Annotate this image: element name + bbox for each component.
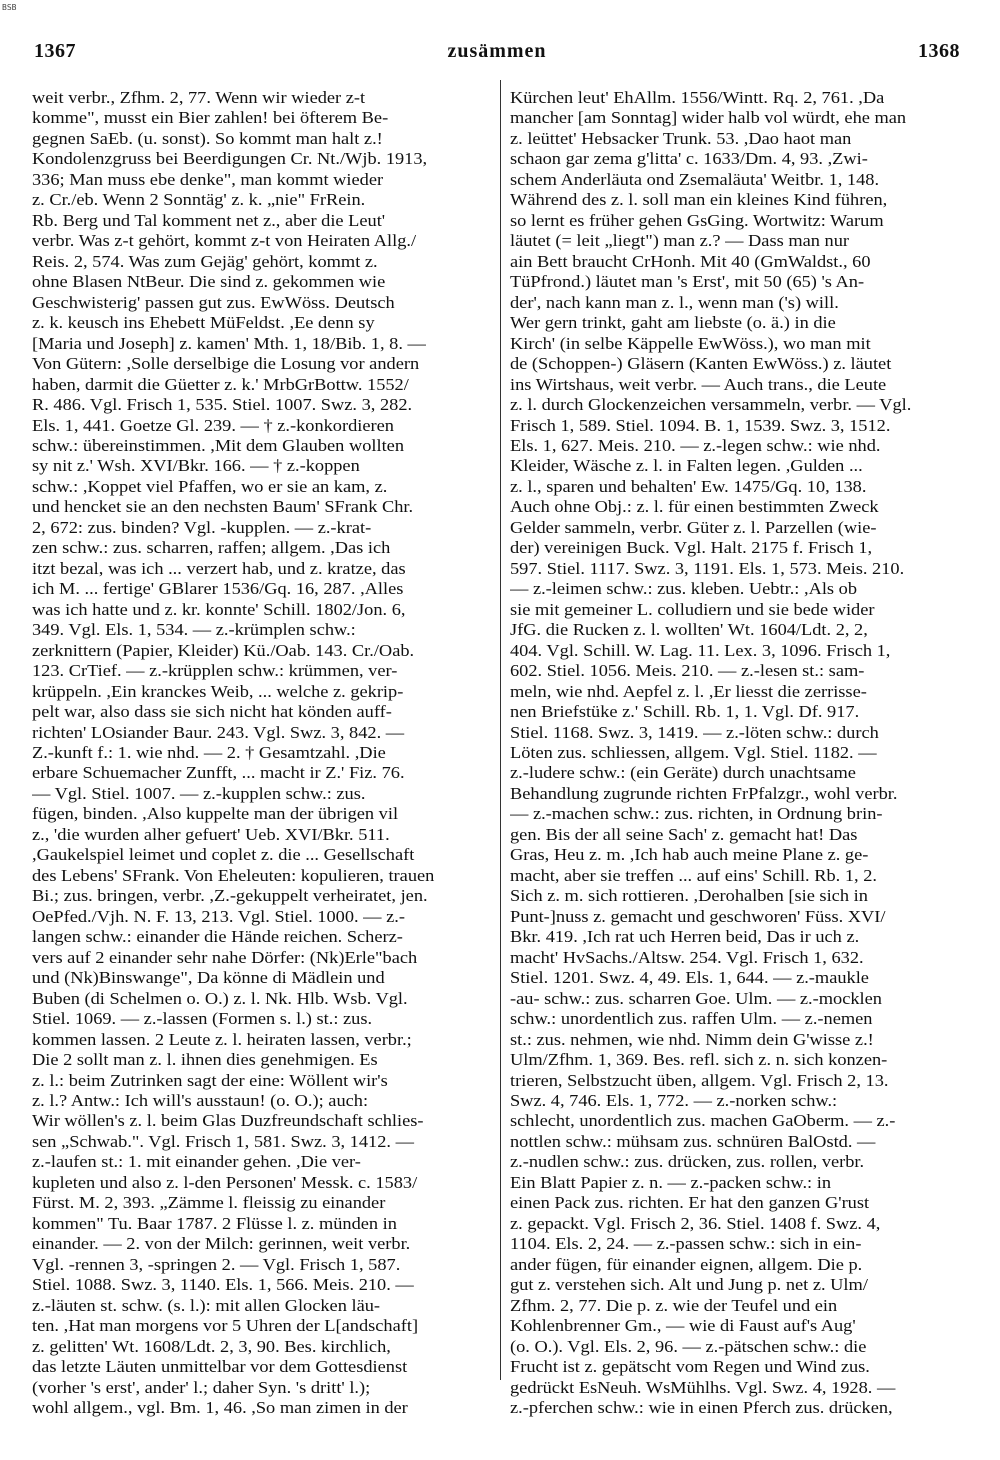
text-line: Während des z. l. soll man ein kleines Kind führen, <box>510 190 888 210</box>
text-line: Von Gütern: ,Solle derselbige die Losung vor andern <box>32 354 420 374</box>
text-line: z. Cr./eb. Wenn 2 Sonntäg' z. k. „nie" FrRein. <box>32 190 366 210</box>
text-line: Auch ohne Obj.: z. l. für einen bestimmten Zweck <box>510 497 879 517</box>
left-column <box>32 88 498 1448</box>
text-line: komme", musst ein Bier zahlen! bei öfterem Be- <box>32 108 389 128</box>
text-line: Kirch' (in selbe Käppelle EwWöss.), wo man mit <box>510 333 871 353</box>
text-line: Vgl. -rennen 3, -springen 2. — Vgl. Frisch 1, 587. <box>32 1254 401 1274</box>
text-line: 404. Vgl. Schill. W. Lag. 11. Lex. 3, 1096. Frisch 1, <box>510 640 891 660</box>
text-line: Rb. Berg und Tal komment net z., aber die Leut' <box>32 210 386 230</box>
text-line: itzt bezal, was ich ... verzert hab, und z. kratze, das <box>32 558 406 578</box>
text-line: 123. CrTief. — z.-krüpplen schw.: krümmen, ver- <box>32 661 398 681</box>
text-line: macht, aber sie treffen ... auf eins' Schill. Rb. 1, 2. <box>510 865 877 885</box>
text-line: gegnen SaEb. (u. sonst). So kommt man halt z.! <box>32 128 383 148</box>
text-line: zen schw.: zus. scharren, raffen; allgem. ,Das ich <box>32 538 391 558</box>
text-line: das letzte Läuten unmittelbar vor dem Gottesdienst <box>32 1357 408 1377</box>
text-line: sy nit z.' Wsh. XVI/Bkr. 166. — † z.-koppen <box>32 456 360 476</box>
text-line: z.-laufen st.: 1. mit einander gehen. ,Die ver- <box>32 1152 361 1172</box>
text-line: (vorher 's erst', ander' l.; daher Syn. 's dritt' l.); <box>32 1377 371 1397</box>
text-line: nottlen schw.: mühsam zus. schnüren BalOstd. — <box>510 1131 876 1151</box>
text-line: st.: zus. nehmen, wie nhd. Nimm dein G'wisse z.! <box>510 1029 874 1049</box>
text-line: schw.: ,Koppet viel Pfaffen, wo er sie an kam, z. <box>32 476 388 496</box>
page-header <box>34 40 960 66</box>
text-line: ten. ,Hat man morgens vor 5 Uhren der L[andschaft] <box>32 1316 419 1336</box>
text-line: z. l.: beim Zutrinken sagt der eine: Wöllent wir's <box>32 1070 388 1090</box>
text-line: einen Pack zus. richten. Er hat den ganzen G'rust <box>510 1193 870 1213</box>
text-line: z.-nudlen schw.: zus. drücken, zus. rollen, verbr. <box>510 1152 865 1172</box>
text-line: Buben (di Schelmen o. O.) z. l. Nk. Hlb. Wsb. Vgl. <box>32 988 408 1008</box>
text-line: einander. — 2. von der Milch: gerinnen, weit verbr. <box>32 1234 411 1254</box>
text-line: schaon gar zema g'litta' c. 1633/Dm. 4, 93. ,Zwi- <box>510 149 868 169</box>
text-line: Geschwisterig' passen gut zus. EwWöss. Deutsch <box>32 292 395 312</box>
text-line: erbare Schuemacher Zunfft, ... macht ir Z.' Fiz. 76. <box>32 763 405 783</box>
text-line: ohne Blasen NtBeur. Die sind z. gekommen wie <box>32 272 386 292</box>
text-line: schw.: unordentlich zus. raffen Ulm. — z.-nemen <box>510 1009 873 1029</box>
text-line: R. 486. Vgl. Frisch 1, 535. Stiel. 1007. Swz. 3, 282. <box>32 395 413 415</box>
text-line: Kondolenzgruss bei Beerdigungen Cr. Nt./Wjb. 1913, <box>32 149 428 169</box>
text-line: zerknittern (Papier, Kleider) Kü./Oab. 143. Cr./Oab. <box>32 640 415 660</box>
text-line: der) vereinigen Buck. Vgl. Halt. 2175 f. Frisch 1, <box>510 538 873 558</box>
right-page-number: 1368 <box>918 40 960 62</box>
text-line: (o. O.). Vgl. Els. 2, 96. — z.-pätschen schw.: die <box>510 1336 867 1356</box>
text-line: JfG. die Rucken z. l. wollten' Wt. 1604/Ldt. 2, 2, <box>510 620 868 640</box>
text-line: schw.: übereinstimmen. ,Mit dem Glauben wollten <box>32 435 405 455</box>
text-line: pelt war, also dass sie sich nicht hat könden auff- <box>32 702 392 722</box>
text-line: und hencket sie an den nechsten Baum' SFrank Chr. <box>32 497 414 517</box>
text-line: der', nach kann man z. l., wenn man ('s) will. <box>510 292 839 312</box>
text-line: haben, darmit die Güetter z. k.' MrbGrBottw. 1552/ <box>32 374 409 394</box>
text-line: z.-ludere schw.: (ein Geräte) durch unachtsame <box>510 763 856 783</box>
text-line: richten' LOsiander Baur. 243. Vgl. Swz. 3, 842. — <box>32 722 405 742</box>
text-line: trieren, Selbstzucht üben, allgem. Vgl. Frisch 2, 13. <box>510 1070 889 1090</box>
text-line: z. gelitten' Wt. 1608/Ldt. 2, 3, 90. Bes. kirchlich, <box>32 1336 391 1356</box>
text-line: Bi.; zus. bringen, verbr. ,Z.-gekuppelt verheiratet, jen. <box>32 886 428 906</box>
text-line: Fürst. M. 2, 393. „Zämme l. fleissig zu einander <box>32 1193 386 1213</box>
text-line: 602. Stiel. 1056. Meis. 210. — z.-lesen st.: sam- <box>510 661 865 681</box>
text-line: meln, wie nhd. Aepfel z. l. ,Er liesst die zerrisse- <box>510 681 867 701</box>
text-line: vers auf 2 einander sehr nahe Dörfer: (Nk)Erle"bach <box>32 947 418 967</box>
text-line: Reis. 2, 574. Was zum Gejäg' gehört, kommt z. <box>32 251 378 271</box>
text-line: ,Gaukelspiel leimet und coplet z. die ... Gesellschaft <box>32 845 415 865</box>
text-line: -au- schw.: zus. scharren Goe. Ulm. — z.-mocklen <box>510 988 882 1008</box>
text-line: und (Nk)Binswange", Da könne di Mädlein und <box>32 968 385 988</box>
text-line: Stiel. 1069. — z.-lassen (Formen s. l.) st.: zus. <box>32 1009 373 1029</box>
text-line: z. leüttet' Hebsacker Trunk. 53. ,Dao haot man <box>510 128 852 148</box>
text-line: Gelder sammeln, verbr. Güter z. l. Parzellen (wie- <box>510 517 877 537</box>
text-line: so lernt es früher gehen GsGing. Wortwitz: Warum <box>510 210 884 230</box>
text-line: gedrückt EsNeuh. WsMühlhs. Vgl. Swz. 4, 1928. — <box>510 1377 896 1397</box>
text-line: Wir wöllen's z. l. beim Glas Duzfreundschaft schlies- <box>32 1111 424 1131</box>
text-line: z.-läuten st. schw. (s. l.): mit allen Glocken läu- <box>32 1295 381 1315</box>
text-line: kupleten und also z. l-den Personen' Messk. c. 1583/ <box>32 1172 418 1192</box>
text-line: macht' HvSachs./Altsw. 254. Vgl. Frisch 1, 632. <box>510 947 864 967</box>
text-line: Kürchen leut' EhAllm. 1556/Wintt. Rq. 2, 761. ,Da <box>510 88 885 107</box>
text-line: Stiel. 1168. Swz. 3, 1419. — z.-löten schw.: durch <box>510 722 879 742</box>
text-line: Punt-]nuss z. gemacht und geschworen' Füss. XVI/ <box>510 906 886 926</box>
text-line: Löten zus. schliessen, allgem. Vgl. Stiel. 1182. — <box>510 743 877 762</box>
text-line: wohl allgem., vgl. Bm. 1, 46. ,So man zimen in der <box>32 1398 408 1417</box>
text-line: z. l.? Antw.: Ich will's ausstaun! (o. O.); auch: <box>32 1090 369 1110</box>
text-line: sen „Schwab.". Vgl. Frisch 1, 581. Swz. 3, 1412. — <box>32 1131 414 1151</box>
text-line: — z.-leimen schw.: zus. kleben. Uebtr.: ,Als ob <box>510 579 858 599</box>
text-line: ander fügen, für einander eignen, allgem. Die p. <box>510 1254 863 1274</box>
column-divider <box>500 80 501 1380</box>
text-line: kommen" Tu. Baar 1787. 2 Flüsse l. z. münden in <box>32 1213 397 1233</box>
text-line: ain Bett braucht CrHonh. Mit 40 (GmWaldst., 60 <box>510 251 871 271</box>
text-line: 336; Man muss ebe denke", man kommt wieder <box>32 169 384 189</box>
text-line: verbr. Was z-t gehört, kommt z-t von Heiraten Allg./ <box>32 231 417 251</box>
text-line: sie mit gemeiner L. colludiern und sie bede wider <box>510 599 875 619</box>
text-line: ins Wirtshaus, weit verbr. — Auch trans., die Leute <box>510 374 887 394</box>
text-line: weit verbr., Zfhm. 2, 77. Wenn wir wieder z-t <box>32 88 366 107</box>
text-line: z., 'die wurden alher gefuert' Ueb. XVI/Bkr. 511. <box>32 824 390 844</box>
text-line: z. k. keusch ins Ehebett MüFeldst. ,Ee denn sy <box>32 313 375 333</box>
text-line: Sich z. m. sich rottieren. ,Derohalben [sie sich in <box>510 886 868 906</box>
text-line: Stiel. 1201. Swz. 4, 49. Els. 1, 644. — z.-maukle <box>510 968 869 988</box>
text-line: [Maria und Joseph] z. kamen' Mth. 1, 18/Bib. 1, 8. — <box>32 333 426 353</box>
text-line: Z.-kunft f.: 1. wie nhd. — 2. † Gesamtzahl. ,Die <box>32 743 386 762</box>
text-line: — Vgl. Stiel. 1007. — z.-kupplen schw.: zus. <box>32 783 366 803</box>
text-line: Els. 1, 441. Goetze Gl. 239. — † z.-konkordieren <box>32 415 394 435</box>
text-line: nen Briefstüke z.' Schill. Rb. 1, 1. Vgl. Df. 917. <box>510 702 860 722</box>
text-line: Kleider, Wäsche z. l. in Falten legen. ,Gulden ... <box>510 456 863 476</box>
running-title: zusämmen <box>447 40 547 62</box>
text-line: 597. Stiel. 1117. Swz. 3, 1191. Els. 1, 573. Meis. 210. <box>510 558 905 578</box>
text-line: Zfhm. 2, 77. Die p. z. wie der Teufel und ein <box>510 1295 838 1315</box>
text-line: schlecht, unordentlich zus. machen GaOberm. — z.- <box>510 1111 896 1131</box>
text-line: was ich hatte und z. kr. konnte' Schill. 1802/Jon. 6, <box>32 599 406 619</box>
text-line: TüPfrond.) läutet man 's Erst', mit 50 (65) 's An- <box>510 272 865 292</box>
text-line: z. l. durch Glockenzeichen versammeln, verbr. — Vgl. <box>510 395 912 415</box>
text-line: 2, 672: zus. binden? Vgl. -kupplen. — z.-krat- <box>32 517 372 537</box>
text-line: des Lebens' SFrank. Von Eheleuten: kopulieren, trauen <box>32 865 435 885</box>
text-line: Stiel. 1088. Swz. 3, 1140. Els. 1, 566. Meis. 210. — <box>32 1275 414 1295</box>
text-line: z. l., sparen und behalten' Ew. 1475/Gq. 10, 138. <box>510 476 867 496</box>
text-line: krüppeln. ,Ein kranckes Weib, ... welche z. gekrip- <box>32 681 404 701</box>
text-line: Kohlenbrenner Gm., — wie di Faust auf's Aug' <box>510 1316 856 1336</box>
text-line: Frisch 1, 589. Stiel. 1094. B. 1, 1539. Swz. 3, 1512. <box>510 415 891 435</box>
text-line: de (Schoppen-) Gläsern (Kanten EwWöss.) z. läutet <box>510 354 892 374</box>
text-line: — z.-machen schw.: zus. richten, in Ordnung brin- <box>510 804 883 824</box>
left-page-number: 1367 <box>34 40 76 62</box>
text-line: mancher [am Sonntag] wider halb vol würdt, ehe man <box>510 108 907 128</box>
text-line: OePfed./Vjh. N. F. 13, 213. Vgl. Stiel. 1000. — z.- <box>32 906 405 926</box>
text-line: Behandlung zugrunde richten FrPfalzgr., wohl verbr. <box>510 783 898 803</box>
text-line: fügen, binden. ,Also kuppelte man der übrigen vil <box>32 804 399 824</box>
text-line: läutet (= leit „liegt") man z.? — Dass man nur <box>510 231 850 251</box>
text-line: Bkr. 419. ,Ich rat uch Herren beid, Das ir uch z. <box>510 927 860 947</box>
library-stamp: BSB <box>2 3 17 12</box>
text-line: Els. 1, 627. Meis. 210. — z.-legen schw.: wie nhd. <box>510 435 881 455</box>
text-line: schem Anderläuta ond Zsemaläuta' Weitbr. 1, 148. <box>510 169 880 189</box>
text-line: Ulm/Zfhm. 1, 369. Bes. refl. sich z. n. sich konzen- <box>510 1050 888 1070</box>
text-line: z. gepackt. Vgl. Frisch 2, 36. Stiel. 1408 f. Swz. 4, <box>510 1213 881 1233</box>
text-line: Ein Blatt Papier z. n. — z.-packen schw.: in <box>510 1172 832 1192</box>
text-line: langen schw.: einander die Hände reichen. Scherz- <box>32 927 403 947</box>
text-line: 1104. Els. 2, 24. — z.-passen schw.: sich in ein- <box>510 1234 862 1254</box>
text-line: Frucht ist z. gepätscht vom Regen und Wind zus. <box>510 1357 870 1377</box>
text-line: Die 2 sollt man z. l. ihnen dies genehmigen. Es <box>32 1050 378 1070</box>
text-line: Swz. 4, 746. Els. 1, 772. — z.-norken schw.: <box>510 1090 838 1110</box>
right-column <box>510 88 976 1448</box>
text-line: gut z. verstehen sich. Alt und Jung p. net z. Ulm/ <box>510 1275 868 1295</box>
text-line: kommen lassen. 2 Leute z. l. heiraten lassen, verbr.; <box>32 1029 412 1049</box>
text-line: gen. Bis der all seine Sach' z. gemacht hat! Das <box>510 824 858 844</box>
text-line: z.-pferchen schw.: wie in einen Pferch zus. drücken, <box>510 1398 893 1417</box>
text-line: 349. Vgl. Els. 1, 534. — z.-krümplen schw.: <box>32 620 356 640</box>
text-line: Wer gern trinkt, gaht am liebste (o. ä.) in die <box>510 313 836 333</box>
text-line: ich M. ... fertige' GBlarer 1536/Gq. 16, 287. ,Alles <box>32 579 404 599</box>
text-line: Gras, Heu z. m. ,Ich hab auch meine Plane z. ge- <box>510 845 869 865</box>
